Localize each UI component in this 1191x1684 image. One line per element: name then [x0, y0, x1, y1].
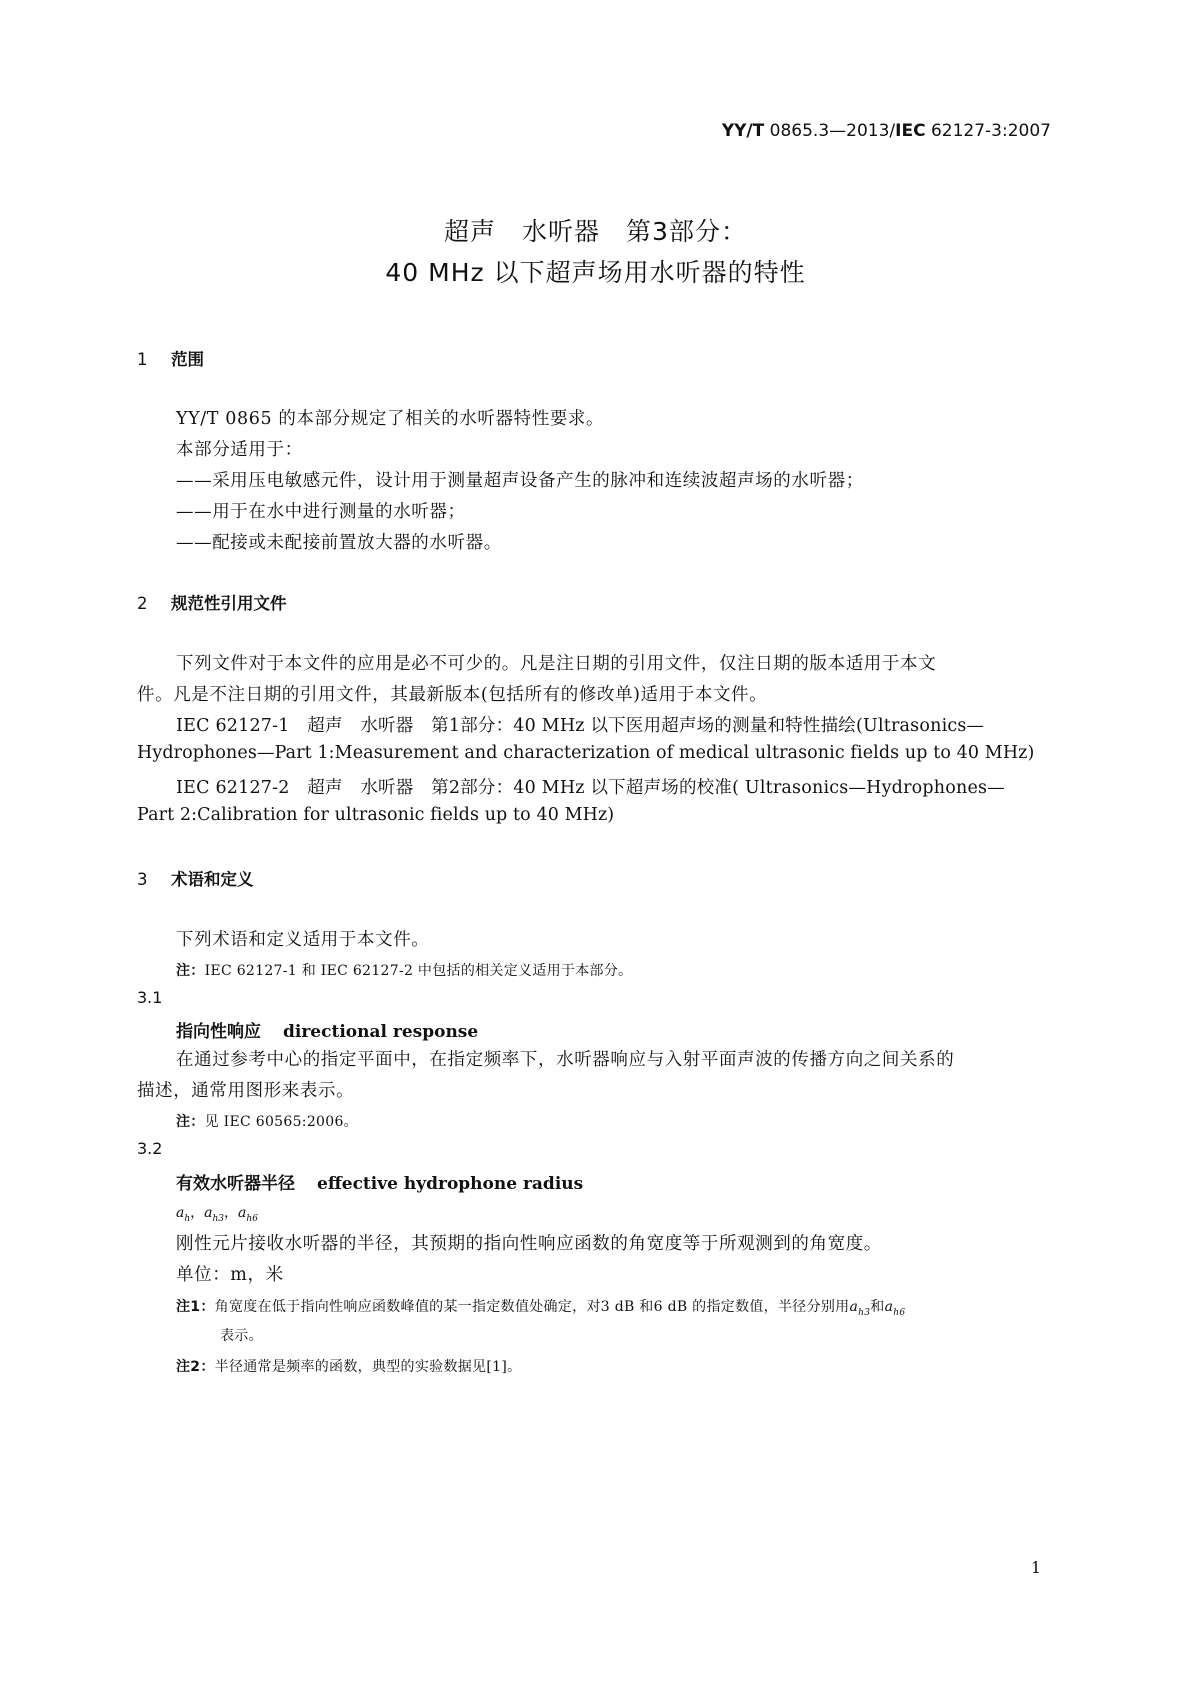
symbol-subscript: h [184, 1213, 191, 1224]
reference-2-line-2: Part 2:Calibration for ultrasonic fields up to 40 MHz) [137, 805, 615, 825]
normative-intro-line-2: 件。凡是不注日期的引用文件，其最新版本(包括所有的修改单)适用于本文件。 [137, 685, 768, 705]
symbol: a [204, 1205, 213, 1221]
symbol-subscript: h6 [893, 1307, 906, 1318]
separator: ， [224, 1205, 239, 1221]
symbol: a [238, 1205, 247, 1221]
scope-list-item: ——配接或未配接前置放大器的水听器。 [176, 533, 502, 553]
term-english: directional response [283, 1022, 479, 1042]
term-note-1-line-2: 表示。 [220, 1328, 263, 1344]
note-label: 注： [176, 1114, 205, 1130]
term-note-1-line-1 [176, 1296, 905, 1318]
terms-note [176, 960, 632, 980]
term-chinese: 有效水听器半径 [176, 1174, 295, 1194]
term-definition-line-1: 在通过参考中心的指定平面中，在指定频率下，水听器响应与入射平面声波的传播方向之间关系的 [176, 1050, 955, 1070]
separator: ， [190, 1205, 205, 1221]
note-text: 半径通常是频率的函数，典型的实验数据见[1]。 [214, 1359, 522, 1375]
reference-1-line-2: Hydrophones—Part 1:Measurement and characterization of medical ultrasonic fields up to 40 MHz) [137, 743, 1035, 763]
symbol-subscript: h6 [246, 1213, 258, 1224]
section-title: 术语和定义 [171, 870, 254, 889]
scope-applies-to: 本部分适用于： [176, 440, 303, 460]
note-label: 注： [176, 963, 205, 979]
reference-2-line-1: IEC 62127-2 超声 水听器 第2部分：40 MHz 以下超声场的校准( Ultrasonics—Hydrophones— [176, 778, 1005, 798]
term-number: 3.2 [137, 1139, 163, 1158]
term-number: 3.1 [137, 988, 163, 1007]
section-1-heading [137, 346, 204, 370]
terms-intro: 下列术语和定义适用于本文件。 [176, 930, 430, 950]
scope-list-item: ——采用压电敏感元件，设计用于测量超声设备产生的脉冲和连续波超声场的水听器； [176, 471, 864, 491]
term-heading [176, 1017, 478, 1042]
term-note-2 [176, 1356, 521, 1376]
section-number: 2 [137, 594, 148, 613]
term-heading [176, 1169, 583, 1194]
symbol: a [849, 1299, 859, 1315]
section-2-heading [137, 590, 287, 614]
term-definition-line-2: 描述，通常用图形来表示。 [137, 1081, 355, 1101]
section-title: 范围 [171, 350, 204, 369]
iec-prefix: IEC [895, 121, 926, 141]
term-symbols [176, 1202, 258, 1224]
term-unit: 单位：m，米 [176, 1265, 284, 1285]
symbol: a [176, 1205, 185, 1221]
reference-1-line-1: IEC 62127-1 超声 水听器 第1部分：40 MHz 以下医用超声场的测量和特性描绘(Ultrasonics— [176, 716, 985, 736]
page-number: 1 [1030, 1558, 1041, 1577]
symbol-subscript: h3 [212, 1213, 225, 1224]
section-number: 1 [137, 350, 148, 369]
note-text: 见 IEC 60565:2006。 [204, 1114, 358, 1130]
term-chinese: 指向性响应 [176, 1022, 261, 1042]
note-text: 和 [870, 1299, 885, 1315]
standard-number-header [722, 121, 1051, 141]
note-label: 注1： [176, 1299, 215, 1315]
note-text: IEC 62127-1 和 IEC 62127-2 中包括的相关定义适用于本部分。 [204, 963, 633, 979]
document-title-line-2: 40 MHz 以下超声场用水听器的特性 [385, 258, 806, 287]
normative-intro-line-1: 下列文件对于本文件的应用是必不可少的。凡是注日期的引用文件，仅注日期的版本适用于本文 [176, 654, 937, 674]
term-note [176, 1111, 358, 1131]
note-text: 角宽度在低于指向性响应函数峰值的某一指定数值处确定，对3 dB 和6 dB 的指定数值，半径分别用 [214, 1299, 850, 1315]
iec-code: 62127-3:2007 [925, 121, 1051, 141]
document-title-line-1: 超声 水听器 第3部分： [444, 217, 747, 246]
term-definition: 刚性元片接收水听器的半径，其预期的指向性响应函数的角宽度等于所观测到的角宽度。 [176, 1234, 882, 1254]
scope-paragraph: YY/T 0865 的本部分规定了相关的水听器特性要求。 [176, 409, 605, 429]
section-number: 3 [137, 870, 148, 889]
scope-list-item: ——用于在水中进行测量的水听器； [176, 502, 466, 522]
section-3-heading [137, 866, 254, 890]
note-label: 注2： [176, 1359, 215, 1375]
standard-code: 0865.3—2013/ [764, 121, 896, 141]
term-english: effective hydrophone radius [317, 1174, 584, 1194]
symbol: a [884, 1299, 894, 1315]
section-title: 规范性引用文件 [171, 594, 287, 613]
symbol-subscript: h3 [858, 1307, 871, 1318]
standard-prefix: YY/T [721, 121, 765, 141]
